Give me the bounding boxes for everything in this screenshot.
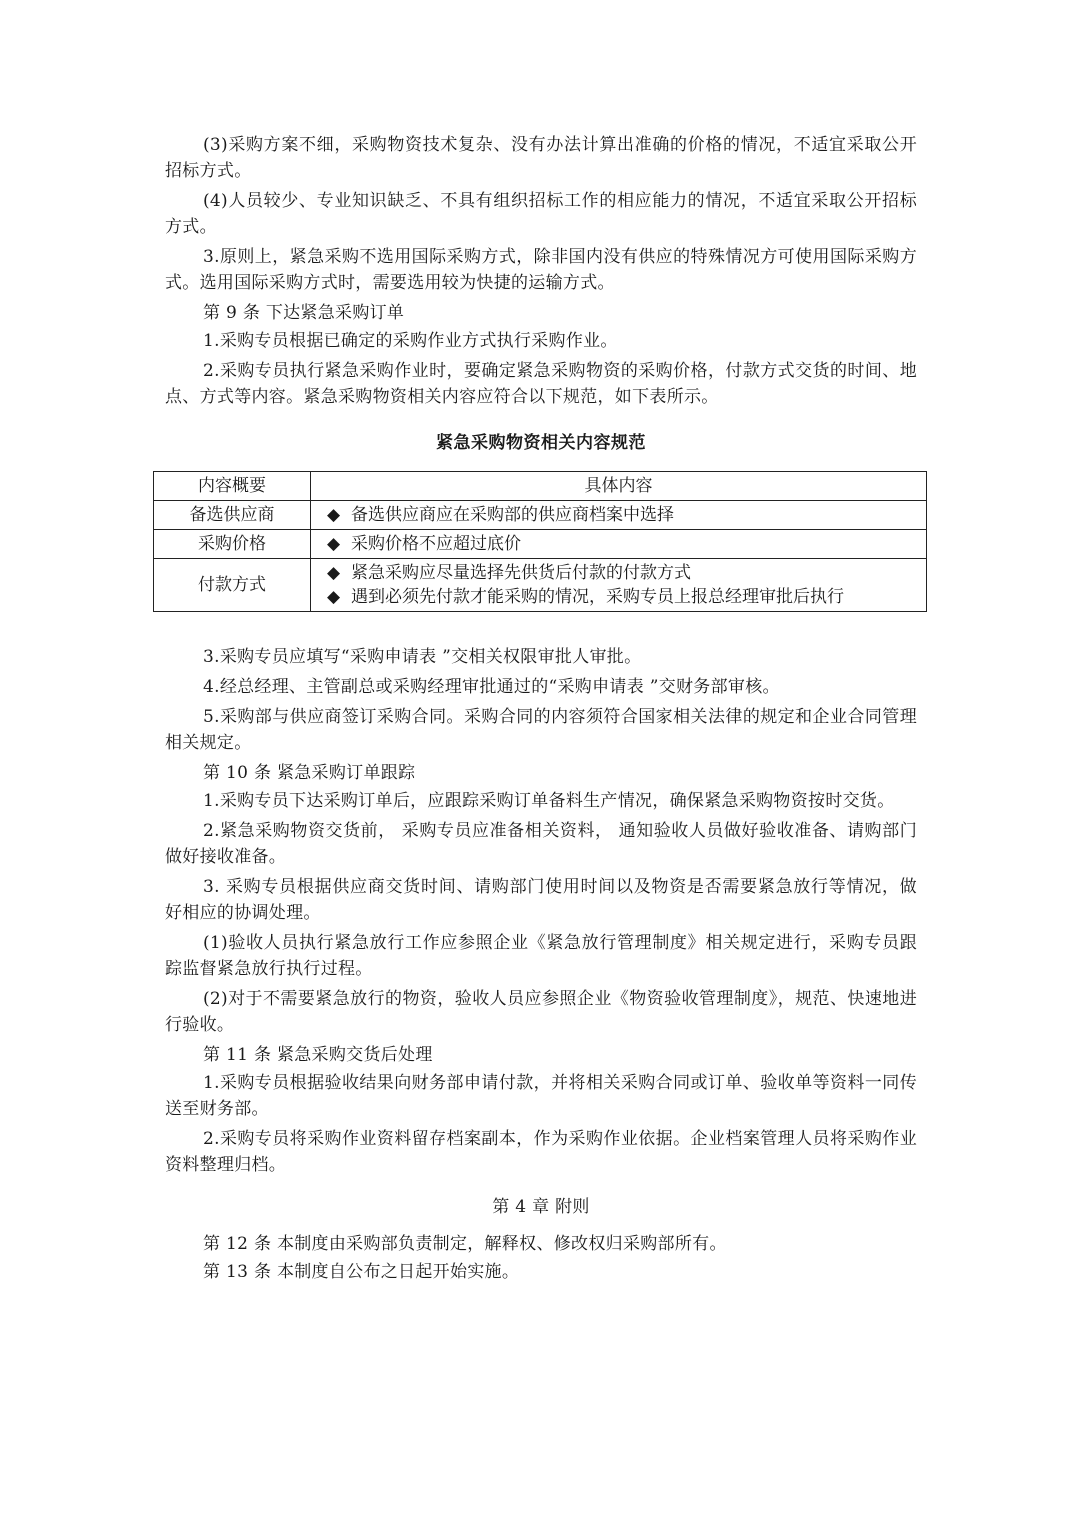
bullet-text: 采购价格不应超过底价 [351, 534, 521, 554]
paragraph: 3.采购专员应填写“采购申请表 ”交相关权限审批人审批。 [203, 647, 642, 667]
diamond-bullet-icon: ◆ [327, 505, 341, 525]
diamond-bullet-icon: ◆ [327, 587, 341, 607]
bullet-item [319, 561, 918, 585]
table-body [154, 501, 927, 612]
table-row-label: 采购价格 [154, 530, 311, 559]
paragraph: 1.采购专员下达采购订单后，应跟踪采购订单备料生产情况，确保紧急采购物资按时交货。 [203, 791, 895, 811]
diamond-bullet-icon: ◆ [327, 534, 341, 554]
table-row [154, 501, 927, 530]
table-row-content [311, 530, 927, 559]
bullet-text: 备选供应商应在采购部的供应商档案中选择 [351, 505, 674, 525]
paragraph: 4.经总经理、主管副总或采购经理审批通过的“采购申请表 ”交财务部审核。 [203, 677, 780, 697]
article-heading: 第 13 条 本制度自公布之日起开始实施。 [203, 1262, 520, 1282]
paragraph: 2.采购专员将采购作业资料留存档案副本，作为采购作业依据。企业档案管理人员将采购作业资料整理归档。 [165, 1129, 917, 1175]
article-heading: 第 9 条 下达紧急采购订单 [203, 303, 405, 323]
article-heading: 第 12 条 本制度由采购部负责制定，解释权、修改权归采购部所有。 [203, 1234, 727, 1254]
paragraph: 3.原则上，紧急采购不选用国际采购方式，除非国内没有供应的特殊情况方可使用国际采购方式。选用国际采购方式时，需要选用较为快捷的运输方式。 [165, 247, 917, 293]
paragraph: (1)验收人员执行紧急放行工作应参照企业《紧急放行管理制度》相关规定进行，采购专员跟踪监督紧急放行执行过程。 [165, 933, 917, 979]
paragraph: 3. 采购专员根据供应商交货时间、请购部门使用时间以及物资是否需要紧急放行等情况，做好相应的协调处理。 [165, 877, 917, 923]
table-row [154, 530, 927, 559]
spec-table [153, 471, 927, 612]
bullet-text: 遇到必须先付款才能采购的情况，采购专员上报总经理审批后执行 [351, 587, 844, 607]
article-heading: 第 10 条 紧急采购订单跟踪 [203, 763, 416, 783]
document-page [165, 132, 917, 1287]
article-heading: 第 11 条 紧急采购交货后处理 [203, 1045, 433, 1065]
table-row-label: 备选供应商 [154, 501, 311, 530]
table-row [154, 559, 927, 612]
table-header-summary: 内容概要 [154, 472, 311, 501]
bottom-paragraphs [165, 644, 917, 1178]
bullet-item [319, 503, 918, 527]
table-header-row [154, 472, 927, 501]
paragraph: (3)采购方案不细，采购物资技术复杂、没有办法计算出准确的价格的情况，不适宜采取公开招标方式。 [165, 135, 917, 181]
final-articles [165, 1231, 917, 1285]
table-row-content [311, 501, 927, 530]
diamond-bullet-icon: ◆ [327, 563, 341, 583]
paragraph: 2.采购专员执行紧急采购作业时，要确定紧急采购物资的采购价格，付款方式交货的时间、地点、方式等内容。紧急采购物资相关内容应符合以下规范，如下表所示。 [165, 361, 917, 407]
table-row-label: 付款方式 [154, 559, 311, 612]
paragraph: 1.采购专员根据验收结果向财务部申请付款，并将相关采购合同或订单、验收单等资料一同传送至财务部。 [165, 1073, 917, 1119]
table-row-content [311, 559, 927, 612]
paragraph: (2)对于不需要紧急放行的物资，验收人员应参照企业《物资验收管理制度》，规范、快速地进行验收。 [165, 989, 917, 1035]
paragraph: 5.采购部与供应商签订采购合同。采购合同的内容须符合国家相关法律的规定和企业合同管理相关规定。 [165, 707, 917, 753]
paragraph: 2.紧急采购物资交货前， 采购专员应准备相关资料， 通知验收人员做好验收准备、请购部门做好接收准备。 [165, 821, 917, 867]
paragraph: 1.采购专员根据已确定的采购作业方式执行采购作业。 [203, 331, 618, 351]
table-header-content: 具体内容 [311, 472, 927, 501]
table-title: 紧急采购物资相关内容规范 [436, 433, 646, 453]
bullet-item [319, 585, 918, 609]
top-paragraphs [165, 132, 917, 410]
chapter-heading: 第 4 章 附则 [492, 1197, 590, 1217]
paragraph: (4)人员较少、专业知识缺乏、不具有组织招标工作的相应能力的情况，不适宜采取公开招标方式。 [165, 191, 917, 237]
bullet-text: 紧急采购应尽量选择先供货后付款的付款方式 [351, 563, 691, 583]
bullet-item [319, 532, 918, 556]
